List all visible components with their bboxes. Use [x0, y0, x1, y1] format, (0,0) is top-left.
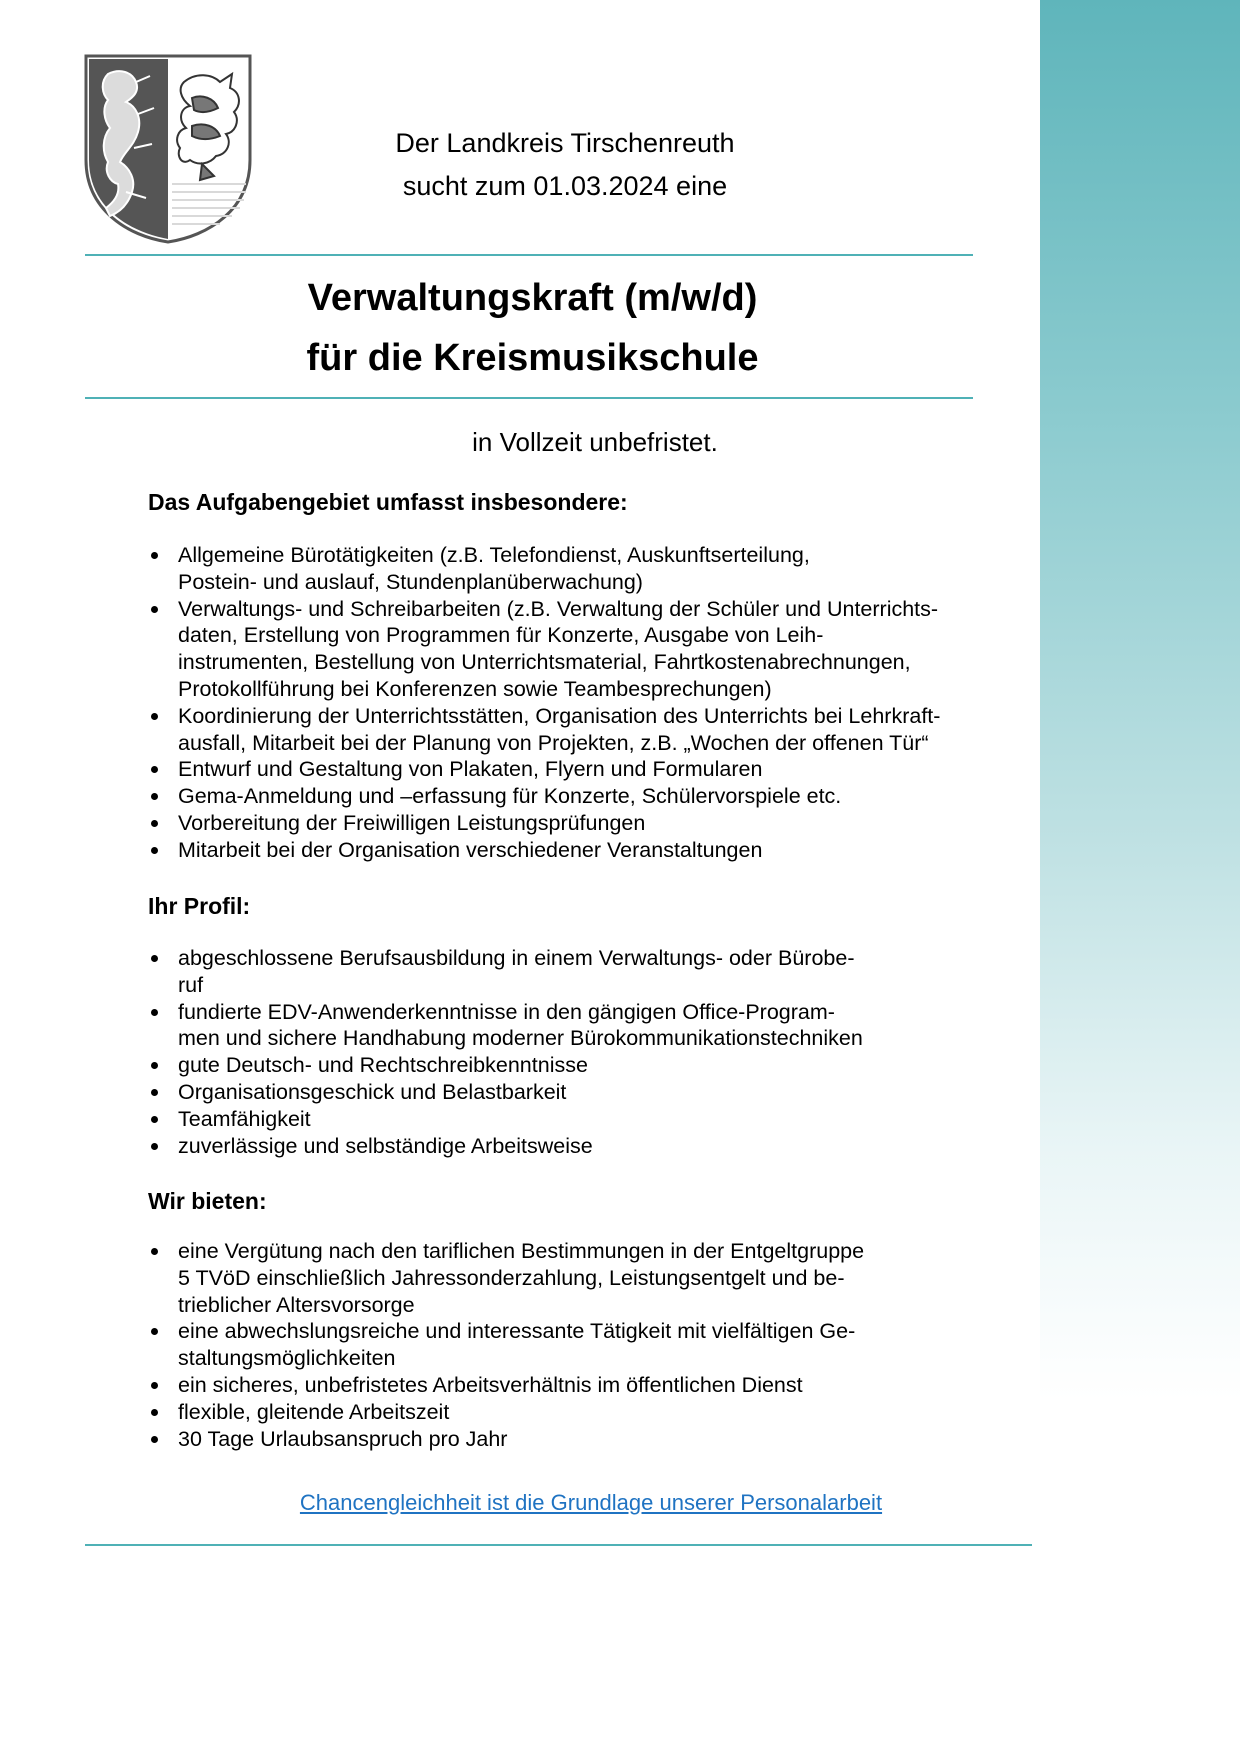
- list-item: Allgemeine Bürotätigkeiten (z.B. Telefondienst, Auskunftserteilung, Postein- und auslauf, Stundenplanüberwachung): [148, 542, 1028, 596]
- list-item: fundierte EDV-Anwenderkenntnisse in den gängigen Office-Program- men und sichere Handhabung moderner Bürokommunikationstechniken: [148, 999, 1028, 1053]
- coat-of-arms-icon: [80, 52, 256, 244]
- offer-list: [148, 1238, 1028, 1452]
- divider-top: [85, 254, 973, 256]
- offer-heading: Wir bieten:: [148, 1188, 267, 1214]
- job-title: [85, 268, 980, 388]
- job-title-line-1: Verwaltungskraft (m/w/d): [307, 277, 758, 319]
- list-item: gute Deutsch- und Rechtschreibkenntnisse: [148, 1052, 1028, 1079]
- intro-line-1: Der Landkreis Tirschenreuth: [395, 128, 735, 158]
- list-item: Organisationsgeschick und Belastbarkeit: [148, 1079, 1028, 1106]
- list-item: Verwaltungs- und Schreibarbeiten (z.B. Verwaltung der Schüler und Unterrichts- daten, Erstellung von Programmen für Konzerte, Ausgabe von Leih- instrumenten, Bestellung von Unterrichtsmaterial, Fahrtkostenabrechnungen, Protokollführung bei Konferenzen sowie Teambesprechungen): [148, 596, 1028, 703]
- divider-bottom: [85, 1544, 1032, 1546]
- list-item: zuverlässige und selbständige Arbeitsweise: [148, 1133, 1028, 1160]
- list-item: 30 Tage Urlaubsanspruch pro Jahr: [148, 1426, 1028, 1453]
- list-item: flexible, gleitende Arbeitszeit: [148, 1399, 1028, 1426]
- list-item: Teamfähigkeit: [148, 1106, 1028, 1133]
- profile-list: [148, 945, 1028, 1159]
- list-item: Entwurf und Gestaltung von Plakaten, Flyern und Formularen: [148, 756, 1028, 783]
- tasks-heading: Das Aufgabengebiet umfasst insbesondere:: [148, 489, 628, 515]
- divider-title: [85, 397, 973, 399]
- employment-type: in Vollzeit unbefristet.: [472, 427, 718, 457]
- intro-line-2: sucht zum 01.03.2024 eine: [402, 171, 728, 201]
- list-item: ein sicheres, unbefristetes Arbeitsverhältnis im öffentlichen Dienst: [148, 1372, 1028, 1399]
- list-item: eine abwechslungsreiche und interessante Tätigkeit mit vielfältigen Ge- staltungsmöglichkeiten: [148, 1318, 1028, 1372]
- list-item: Mitarbeit bei der Organisation verschiedener Veranstaltungen: [148, 837, 1028, 864]
- intro-text: [300, 122, 830, 208]
- list-item: Gema-Anmeldung und –erfassung für Konzerte, Schülervorspiele etc.: [148, 783, 1028, 810]
- list-item: abgeschlossene Berufsausbildung in einem Verwaltungs- oder Bürobe- ruf: [148, 945, 1028, 999]
- decorative-side-gradient: [1040, 0, 1240, 1400]
- equality-link[interactable]: Chancengleichheit ist die Grundlage unserer Personalarbeit: [299, 1490, 883, 1515]
- list-item: Vorbereitung der Freiwilligen Leistungsprüfungen: [148, 810, 1028, 837]
- list-item: Koordinierung der Unterrichtsstätten, Organisation des Unterrichts bei Lehrkraft- ausfall, Mitarbeit bei der Planung von Projekten, z.B. „Wochen der offenen Tür“: [148, 703, 1028, 757]
- list-item: eine Vergütung nach den tariflichen Bestimmungen in der Entgeltgruppe 5 TVöD einschließlich Jahressonderzahlung, Leistungsentgelt und be- trieblicher Altersvorsorge: [148, 1238, 1028, 1318]
- job-title-line-2: für die Kreismusikschule: [306, 337, 759, 379]
- profile-heading: Ihr Profil:: [148, 893, 251, 919]
- tasks-list: [148, 542, 1028, 864]
